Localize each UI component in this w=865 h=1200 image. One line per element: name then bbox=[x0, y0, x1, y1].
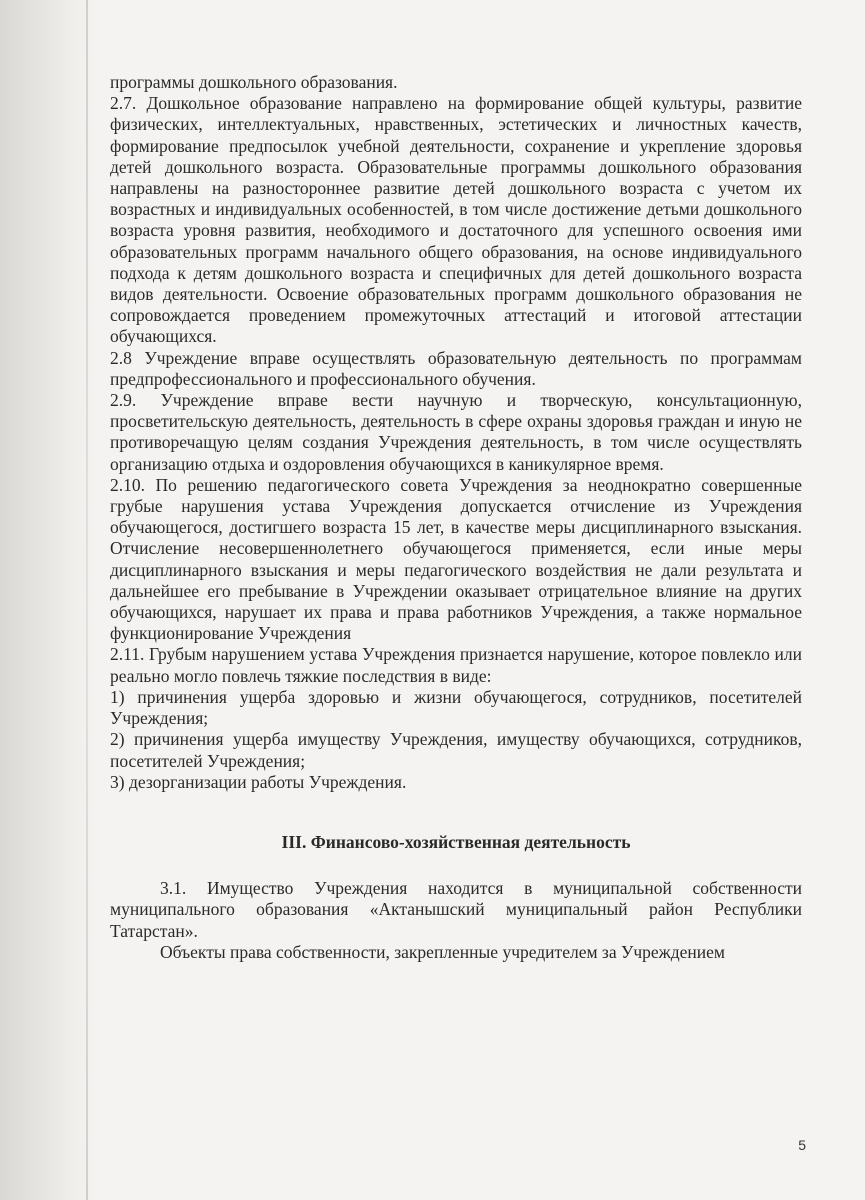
paragraph-3-1-continued: Объекты права собственности, закрепленные учредителем за Учреждением bbox=[160, 941, 726, 962]
paragraph-3-1: 3.1. Имущество Учреждения находится в муниципальной собственности муниципального образования «Актанышский муниципальный район Республики Татарстан». bbox=[110, 878, 802, 941]
list-item-2: 2) причинения ущерба имуществу Учреждения, имуществу обучающихся, сотрудников, посетителей Учреждения; bbox=[110, 729, 802, 771]
document-body bbox=[110, 72, 802, 963]
paragraph-2-7: 2.7. Дошкольное образование направлено на формирование общей культуры, развитие физических, интеллектуальных, нравственных, эстетических и личностных качеств, формирование предпосылок учебной деятельности, сохранение и укрепление здоровья детей дошкольного возраста. Образовательные программы дошкольного образования направлены на разностороннее развитие детей дошкольного возраста с учетом их возрастных и индивидуальных особенностей, в том числе достижение детьми дошкольного возраста уровня развития, необходимого и достаточного для успешного освоения ими образовательных программ начального общего образования, на основе индивидуального подхода к детям дошкольного возраста и специфичных для детей дошкольного возраста видов деятельности. Освоение образовательных программ дошкольного образования не сопровождается проведением промежуточных аттестаций и итоговой аттестации обучающихся. bbox=[110, 93, 802, 347]
paragraph-continuation: программы дошкольного образования. bbox=[110, 72, 398, 92]
section-3-heading: III. Финансово-хозяйственная деятельность bbox=[281, 831, 631, 852]
adjacent-page-edge bbox=[86, 0, 88, 1200]
scan-left-shadow bbox=[0, 0, 95, 1200]
paragraph-2-11: 2.11. Грубым нарушением устава Учреждения признается нарушение, которое повлекло или реально могло повлечь тяжкие последствия в виде: bbox=[110, 644, 802, 686]
list-item-3: 3) дезорганизации работы Учреждения. bbox=[110, 771, 407, 792]
paragraph-2-9: 2.9. Учреждение вправе вести научную и творческую, консультационную, просветительскую деятельность, деятельность в сфере охраны здоровья граждан и иную не противоречащую целям создания Учреждения деятельность, в том числе осуществлять организацию отдыха и оздоровления обучающихся в каникулярное время. bbox=[110, 390, 802, 474]
page-number: 5 bbox=[798, 1137, 806, 1153]
paragraph-2-8: 2.8 Учреждение вправе осуществлять образовательную деятельность по программам предпрофессионального и профессионального обучения. bbox=[110, 347, 802, 389]
list-item-1: 1) причинения ущерба здоровью и жизни обучающегося, сотрудников, посетителей Учреждения; bbox=[110, 686, 802, 729]
paragraph-2-10: 2.10. По решению педагогического совета Учреждения за неоднократно совершенные грубые нарушения устава Учреждения допускается отчисление из Учреждения обучающегося, достигшего возраста 15 лет, в качестве меры дисциплинарного взыскания. Отчисление несовершеннолетнего обучающегося применяется, если иные меры дисциплинарного взыскания и меры педагогического воздействия не дали результата и дальнейшее его пребывание в Учреждении оказывает отрицательное влияние на других обучающихся, нарушает их права и права работников Учреждения, а также нормальное функционирование Учреждения bbox=[110, 474, 802, 644]
